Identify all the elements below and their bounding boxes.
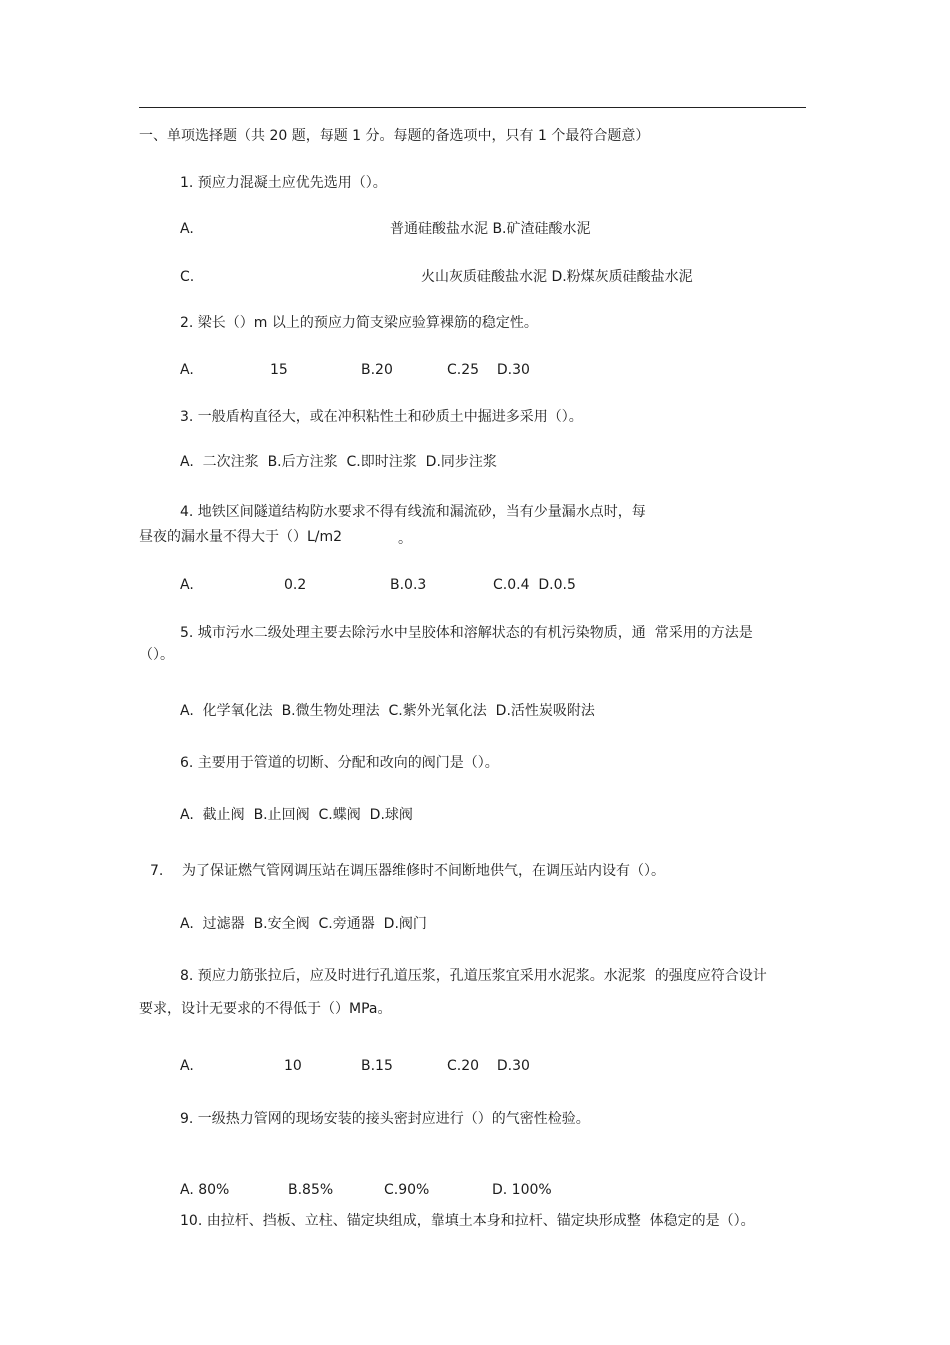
question-10-stem: 10. 由拉杆、挡板、立柱、锚定块组成，靠填土本身和拉杆、锚定块形成整 体稳定的是（）。 xyxy=(180,1213,755,1229)
question-2-option-a: 15 xyxy=(270,362,288,378)
question-8-option-a: 10 xyxy=(284,1058,302,1074)
question-2-option-a-label: A. xyxy=(180,362,194,378)
question-7-options: A. 过滤器 B.安全阀 C.旁通器 D.阀门 xyxy=(180,916,427,932)
question-3-options: A. 二次注浆 B.后方注浆 C.即时注浆 D.同步注浆 xyxy=(180,454,497,470)
header-rule xyxy=(139,107,806,108)
question-9-option-a: A. 80% xyxy=(180,1182,230,1198)
question-4-option-b: B.0.3 xyxy=(390,577,427,593)
question-5-options: A. 化学氧化法 B.微生物处理法 C.紫外光氧化法 D.活性炭吸附法 xyxy=(180,703,595,719)
question-4-option-a: 0.2 xyxy=(284,577,307,593)
question-9-option-b: B.85% xyxy=(288,1182,334,1198)
question-8-option-b: B.15 xyxy=(361,1058,393,1074)
question-6-options: A. 截止阀 B.止回阀 C.蝶阀 D.球阀 xyxy=(180,807,413,823)
question-7-number: 7. xyxy=(150,863,164,879)
question-9-option-d: D. 100% xyxy=(492,1182,552,1198)
question-2-option-b: B.20 xyxy=(361,362,393,378)
question-8-option-a-label: A. xyxy=(180,1058,194,1074)
question-1-options-cd: 火山灰质硅酸盐水泥 D.粉煤灰质硅酸盐水泥 xyxy=(421,269,693,285)
question-8-options-cd: C.20 D.30 xyxy=(447,1058,530,1074)
question-4-stem-line2: 昼夜的漏水量不得大于（）L/m2 xyxy=(139,529,343,545)
question-9-option-c: C.90% xyxy=(384,1182,430,1198)
question-4-option-a-label: A. xyxy=(180,577,194,593)
question-8-stem-line1: 8. 预应力筋张拉后，应及时进行孔道压浆，孔道压浆宜采用水泥浆。水泥浆 的强度应符合设计 xyxy=(180,968,767,984)
question-3-stem: 3. 一般盾构直径大，或在冲积粘性土和砂质土中掘进多采用（）。 xyxy=(180,409,583,425)
question-4-options-cd: C.0.4 D.0.5 xyxy=(493,577,576,593)
question-4-stem-end: 。 xyxy=(398,531,412,547)
question-6-stem: 6. 主要用于管道的切断、分配和改向的阀门是（）。 xyxy=(180,755,499,771)
question-1-stem: 1. 预应力混凝土应优先选用（）。 xyxy=(180,175,387,191)
question-2-stem: 2. 梁长（）m 以上的预应力简支梁应验算裸筋的稳定性。 xyxy=(180,315,538,331)
question-8-stem-line2: 要求，设计无要求的不得低于（）MPa。 xyxy=(139,1001,392,1017)
question-1-option-a-label: A. xyxy=(180,221,194,237)
question-2-options-cd: C.25 D.30 xyxy=(447,362,530,378)
question-5-stem-line1: 5. 城市污水二级处理主要去除污水中呈胶体和溶解状态的有机污染物质，通 常采用的方法是 xyxy=(180,625,753,641)
question-7-stem: 为了保证燃气管网调压站在调压器维修时不间断地供气，在调压站内设有（）。 xyxy=(182,863,665,879)
section-title: 一、单项选择题（共 20 题，每题 1 分。每题的备选项中，只有 1 个最符合题意） xyxy=(139,128,650,144)
question-1-options-ab: 普通硅酸盐水泥 B.矿渣硅酸水泥 xyxy=(390,221,591,237)
question-9-stem: 9. 一级热力管网的现场安装的接头密封应进行（）的气密性检验。 xyxy=(180,1111,590,1127)
question-5-stem-line2: （）。 xyxy=(139,647,174,663)
question-4-stem-line1: 4. 地铁区间隧道结构防水要求不得有线流和漏流砂，当有少量漏水点时，每 xyxy=(180,504,646,520)
question-1-option-c-label: C. xyxy=(180,269,195,285)
